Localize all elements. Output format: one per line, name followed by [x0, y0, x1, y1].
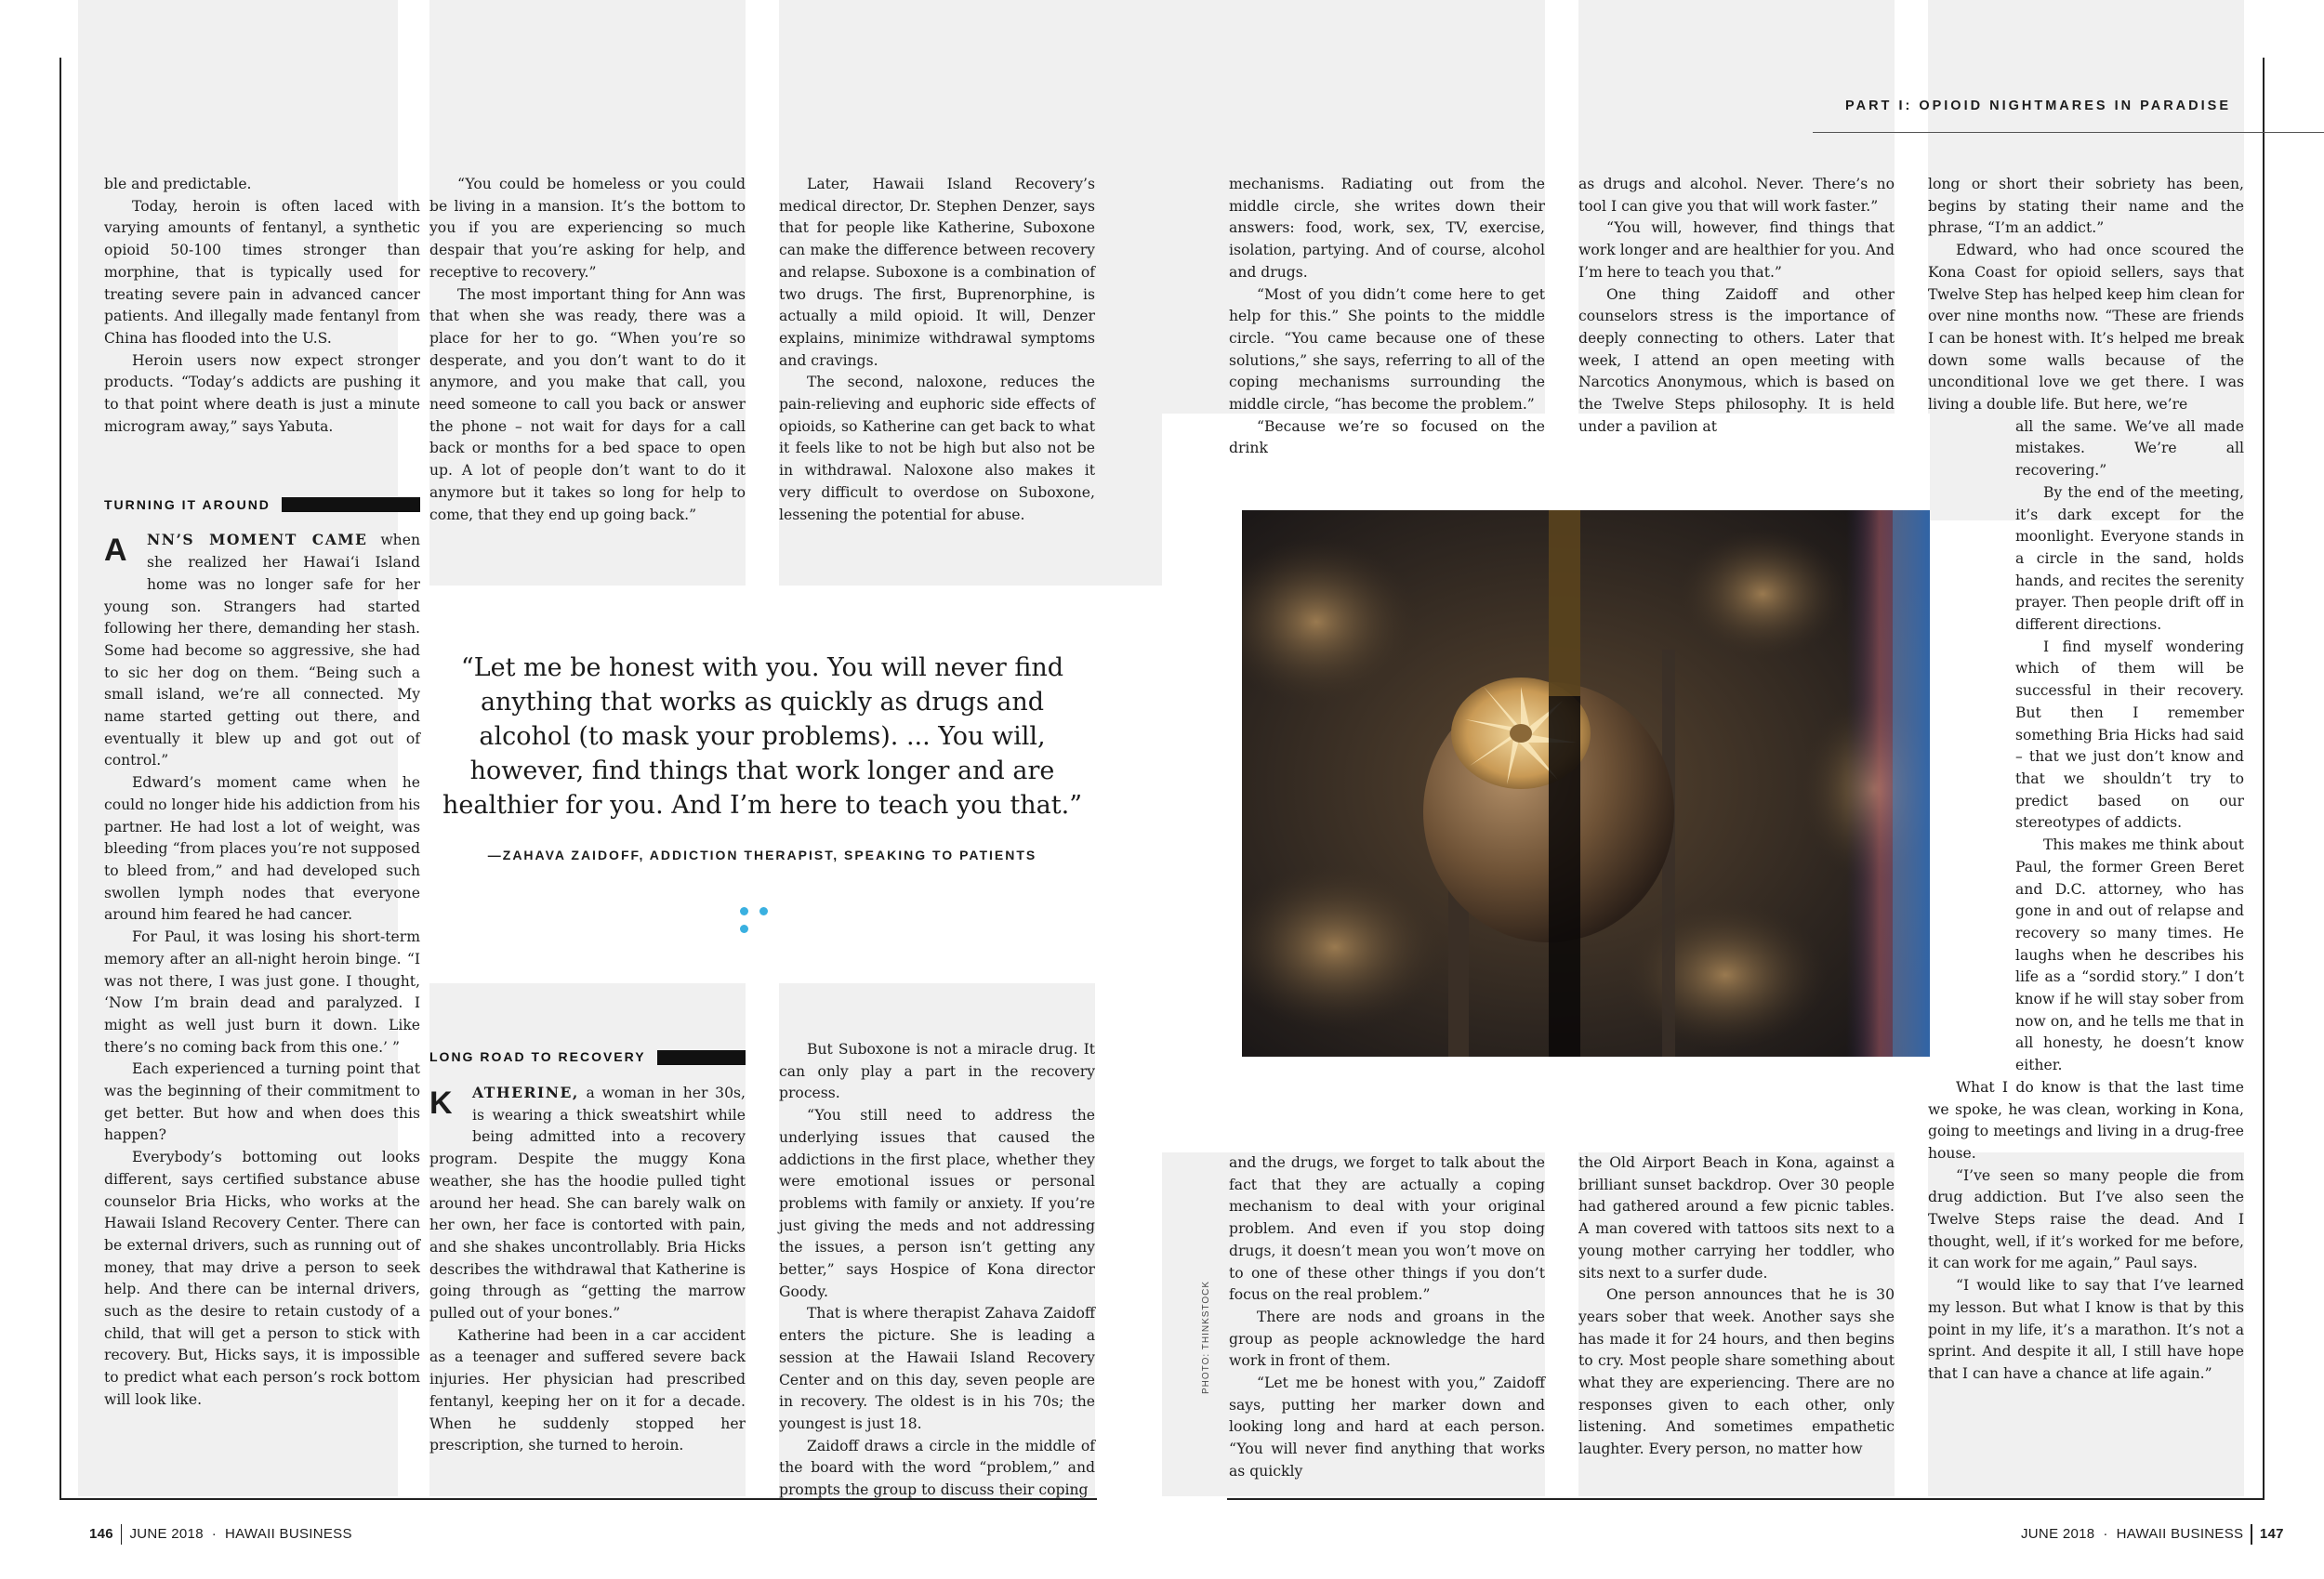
section-label: PART I: OPIOID NIGHTMARES IN PARADISE	[1845, 99, 2231, 113]
paragraph: when she realized her Hawai‘i Island home was no longer safe for her young son. Strangers had started following her there, demanding her stash. Some had become so aggressive, she had to sic her dog on them. “Being such a small island, we’re all connected. My name started getting out there, and eventually it blew up and got out of control.”	[104, 532, 420, 770]
heading-bar	[282, 497, 420, 512]
column-5-bottom	[1578, 1152, 1895, 1461]
folio-right: JUNE 2018 · HAWAII BUSINESS 147	[2021, 1524, 2284, 1545]
column-1	[104, 174, 420, 1412]
paragraph: Each experienced a turning point that was the beginning of their commitment to get better. But how and when does this happen?	[104, 1060, 420, 1144]
section-heading-text: LONG ROAD TO RECOVERY	[429, 1049, 646, 1065]
column-3-bottom	[779, 1039, 1095, 1502]
paragraph: What I do know is that the last time we spoke, he was clean, working in Kona, going to meetings and living in a drug-free house.	[1928, 1078, 2244, 1162]
paragraph: “You could be homeless or you could be living in a mansion. It’s the bottom to you if you are experiencing so much despair that you’re asking for help, and receptive to recovery.”	[429, 176, 746, 281]
paragraph: Everybody’s bottoming out looks different, says certified substance abuse counselor Bria Hicks, who works at the Hawaii Island Recovery Center. There can be external drivers, such as running out of money, that may drive a person to seek help. And there can be internal drivers, such as the desire to retain custody of a child, that will get a person to stick with recovery. But, Hicks says, it is impossible to predict what each person’s rock bottom will look like.	[104, 1149, 420, 1408]
paragraph: “You still need to address the underlying issues that caused the addictions in the first place, whether they were emotional issues or personal problems with family or anxiety. If you’re just giving the meds and not addressing the issues, a person isn’t getting any better,” says Hospice of Kona director Goody.	[779, 1107, 1095, 1300]
header-rule	[1813, 132, 2324, 133]
paragraph: and the drugs, we forget to talk about the fact that they are actually a coping mechanism to deal with your original problem. And even if you stop doing drugs, it doesn’t mean you won’t move on to one of these other things if you don’t focus on the real problem.”	[1229, 1154, 1545, 1304]
paragraph: “Most of you didn’t come here to get help for this.” She points to the middle circle. “You came because one of these solutions,” she says, referring to all of the coping mechanisms surrounding the middle circle, “has become the problem.”	[1229, 285, 1545, 414]
column-band	[1242, 1057, 1930, 1152]
paragraph: Zaidoff draws a circle in the middle of the board with the word “problem,” and prompts the group to discuss their coping	[779, 1437, 1095, 1499]
paragraph: “I would like to say that I’ve learned my lesson. But what I know is that by this point in my life, it’s a marathon. It’s not a sprint. And despite it all, I still have hope that I can have a chance at life again.”	[1928, 1277, 2244, 1382]
dropcap-paragraph	[429, 1082, 746, 1325]
paragraph: as drugs and alcohol. Never. There’s no tool I can give you that will work faster.”	[1578, 176, 1895, 215]
page-rule-left	[59, 58, 61, 1498]
paragraph: The most important thing for Ann was that when she was ready, there was a place for her to go. “When you’re so desperate, and you don’t want to do it anymore, and you make that call, you need someone to call you back or answer the phone – not wait for days for a call back or months for a bed space to open up. A lot of people don’t want to do it anymore but it takes so long for help to come, that they end up going back.”	[429, 285, 746, 523]
publication-name: HAWAII BUSINESS	[225, 1525, 352, 1542]
paragraph: The second, naloxone, reduces the pain-relieving and euphoric side effects of opioids, so Katherine can get back to what it feels like to not be high but also not be in withdrawal. Naloxone also makes it very difficult to overdose on Suboxone, lessening the potential for abuse.	[779, 374, 1095, 523]
dropcap-paragraph	[104, 529, 420, 772]
paragraph: Later, Hawaii Island Recovery’s medical director, Dr. Stephen Denzer, says that for people like Katherine, Suboxone can make the difference between recovery and relapse. Suboxone is a combination of two drugs. The first, Buprenorphine, is actually a mild opioid. It will, Denzer explains, minimize withdrawal symptoms and cravings.	[779, 176, 1095, 369]
paragraph: ble and predictable.	[104, 176, 252, 192]
paragraph: By the end of the meeting, it’s dark except for the moonlight. Everyone stands in a circle in the sand, holds hands, and recites the serenity prayer. Then people drift off in different directions.	[2015, 483, 2244, 634]
column-2-top	[429, 174, 746, 526]
page-rule-bottom-right	[1227, 1498, 2265, 1500]
section-heading	[104, 493, 420, 516]
paragraph: One thing Zaidoff and other counselors stress is the importance of deeply connecting to others. Later that week, I attend an open meeting with Narcotics Anonymous, which is based on the Twelve Steps philosophy. It is held under a pavilion at	[1578, 285, 1895, 435]
paragraph: This makes me think about Paul, the former Green Beret and D.C. attorney, who has gone in and out of relapse and recovery so many times. He laughs when he describes his life as a “sordid story.” I don’t know if he will stay sober from now on, and he tells me that in all honesty, he doesn’t know either.	[2015, 836, 2244, 1074]
ornament-dots	[734, 901, 790, 920]
paragraph: Today, heroin is often laced with varying amounts of fentanyl, a synthetic opioid 50-100 times stronger than morphine, that is typically used for treating severe pain in advanced cancer patients. And illegally made fentanyl from China has flooded into the U.S.	[104, 197, 420, 347]
paragraph: But Suboxone is not a miracle drug. It can only play a part in the recovery process.	[779, 1041, 1095, 1102]
paragraph: all the same. We’ve all made mistakes. We’re all recovering.”	[2015, 417, 2244, 480]
lead-in: NN’S MOMENT CAME	[147, 531, 368, 549]
drop-cap: A	[104, 533, 127, 569]
poppy-photo	[1242, 510, 1930, 1057]
issue-date: JUNE 2018	[129, 1525, 204, 1542]
paragraph: the Old Airport Beach in Kona, against a brilliant sunset backdrop. Over 30 people had gathered around a few picnic tables. A man covered with tattoos sits next to a young mother carrying her toddler, who sits next to a surfer dude.	[1578, 1154, 1895, 1282]
column-2-bottom	[429, 1046, 746, 1457]
publication-name: HAWAII BUSINESS	[2116, 1525, 2244, 1542]
paragraph: There are nods and groans in the group as people acknowledge the hard work in front of them.	[1229, 1308, 1545, 1370]
paragraph: One person announces that he is 30 years sober that week. Another says she has made it for 24 hours, and then begins to cry. Most people share something about what they are experiencing. There are no responses given to each other, only listening. And sometimes empathetic laughter. Every person, no matter how	[1578, 1286, 1895, 1458]
paragraph: That is where therapist Zahava Zaidoff enters the picture. She is leading a session at the Hawaii Island Recovery Center and on this day, seven people are in recovery. The oldest is in his 70s; the youngest is just 18.	[779, 1305, 1095, 1432]
section-heading-text: TURNING IT AROUND	[104, 496, 271, 512]
column-4-top	[1229, 174, 1545, 460]
paragraph: For Paul, it was losing his short-term memory after an all-night heroin binge. “I was not there, I was just gone. I thought, ‘Now I’m brain dead and paralyzed. I might as well just burn it down. Like there’s no coming back from this one.’ ”	[104, 928, 420, 1056]
paragraph: Edward’s moment came when he could no longer hide his addiction from his partner. He had lost a lot of weight, was bleeding “from places you’re not supposed to bleed from,” and had developed such swollen lymph nodes that everyone around him feared he had cancer.	[104, 774, 420, 924]
section-heading	[429, 1046, 746, 1069]
paragraph: “I’ve seen so many people die from drug addiction. But I’ve also seen the Twelve Steps raise the dead. And I thought, well, if it’s worked for me before, it can work for me again,” Paul says.	[1928, 1166, 2244, 1272]
paragraph: “Because we’re so focused on the drink	[1229, 417, 1545, 457]
paragraph: Edward, who had once scoured the Kona Coast for opioid sellers, says that Twelve Step has helped keep him clean for over nine months now. “These are friends I can be honest with. It’s helped me break down some walls because of the unconditional love we get there. I was living a double life. But here, we’re	[1928, 242, 2244, 414]
pull-quote-attribution: —ZAHAVA ZAIDOFF, ADDICTION THERAPIST, SPEAKING TO PATIENTS	[487, 848, 1037, 862]
paragraph: a woman in her 30s, is wearing a thick sweatshirt while being admitted into a recovery program. Despite the muggy Kona weather, she has the hoodie pulled tight around her head. She can barely walk on her own, her face is contorted with pain, and she shakes uncontrollably. Bria Hicks describes the withdrawal that Katherine is going through as “getting the marrow pulled out of your bones.”	[429, 1085, 746, 1322]
issue-date: JUNE 2018	[2021, 1525, 2095, 1542]
page-rule-right	[2263, 58, 2265, 1498]
column-5-top	[1578, 174, 1895, 438]
column-band	[1162, 414, 1242, 1152]
column-6	[1928, 174, 2244, 1386]
paragraph: long or short their sobriety has been, begins by stating their name and the phrase, “I’m an addict.”	[1928, 176, 2244, 237]
paragraph: mechanisms. Radiating out from the middle circle, she writes down their answers: food, work, sex, TV, exercise, isolation, partying. And of course, alcohol and drugs.	[1229, 176, 1545, 281]
column-4-bottom	[1229, 1152, 1545, 1483]
paragraph: “You will, however, find things that work longer and are healthier for you. And I’m here to teach you that.”	[1578, 219, 1895, 281]
column-3-top	[779, 174, 1095, 526]
folio-separator	[2251, 1524, 2252, 1545]
heading-bar	[657, 1050, 746, 1065]
page-number: 147	[2259, 1525, 2284, 1542]
folio-separator	[121, 1524, 123, 1545]
folio-left: 146 JUNE 2018 · HAWAII BUSINESS	[89, 1524, 352, 1545]
page-number: 146	[89, 1525, 113, 1542]
photo-credit: PHOTO: THINKSTOCK	[1201, 1280, 1211, 1394]
paragraph: I find myself wondering which of them will be successful in their recovery. But then I remember something Bria Hicks had said – that we just don’t know and that we shouldn’t try to predict based on our stereotypes of addicts.	[2015, 638, 2244, 832]
lead-in: ATHERINE,	[472, 1084, 579, 1101]
paragraph: Heroin users now expect stronger products. “Today’s addicts are pushing it to that point where death is just a minute microgram away,” says Yabuta.	[104, 351, 420, 435]
paragraph: “Let me be honest with you,” Zaidoff says, putting her marker down and looking long and hard at each person. “You will never find anything that works as quickly	[1229, 1375, 1545, 1480]
drop-cap: K	[429, 1086, 453, 1121]
paragraph: Katherine had been in a car accident as a teenager and suffered severe back injuries. Her physician had prescribed fentanyl, keeping her on it for a decade. When he suddenly stopped her prescription, she turned to heroin.	[429, 1326, 746, 1454]
pull-quote: “Let me be honest with you. You will never find anything that works as quickly as drugs and alcohol (to mask your problems). ... You will, however, find things that work longer and are healthier for you. And I’m here to teach you that.”	[442, 653, 1083, 820]
